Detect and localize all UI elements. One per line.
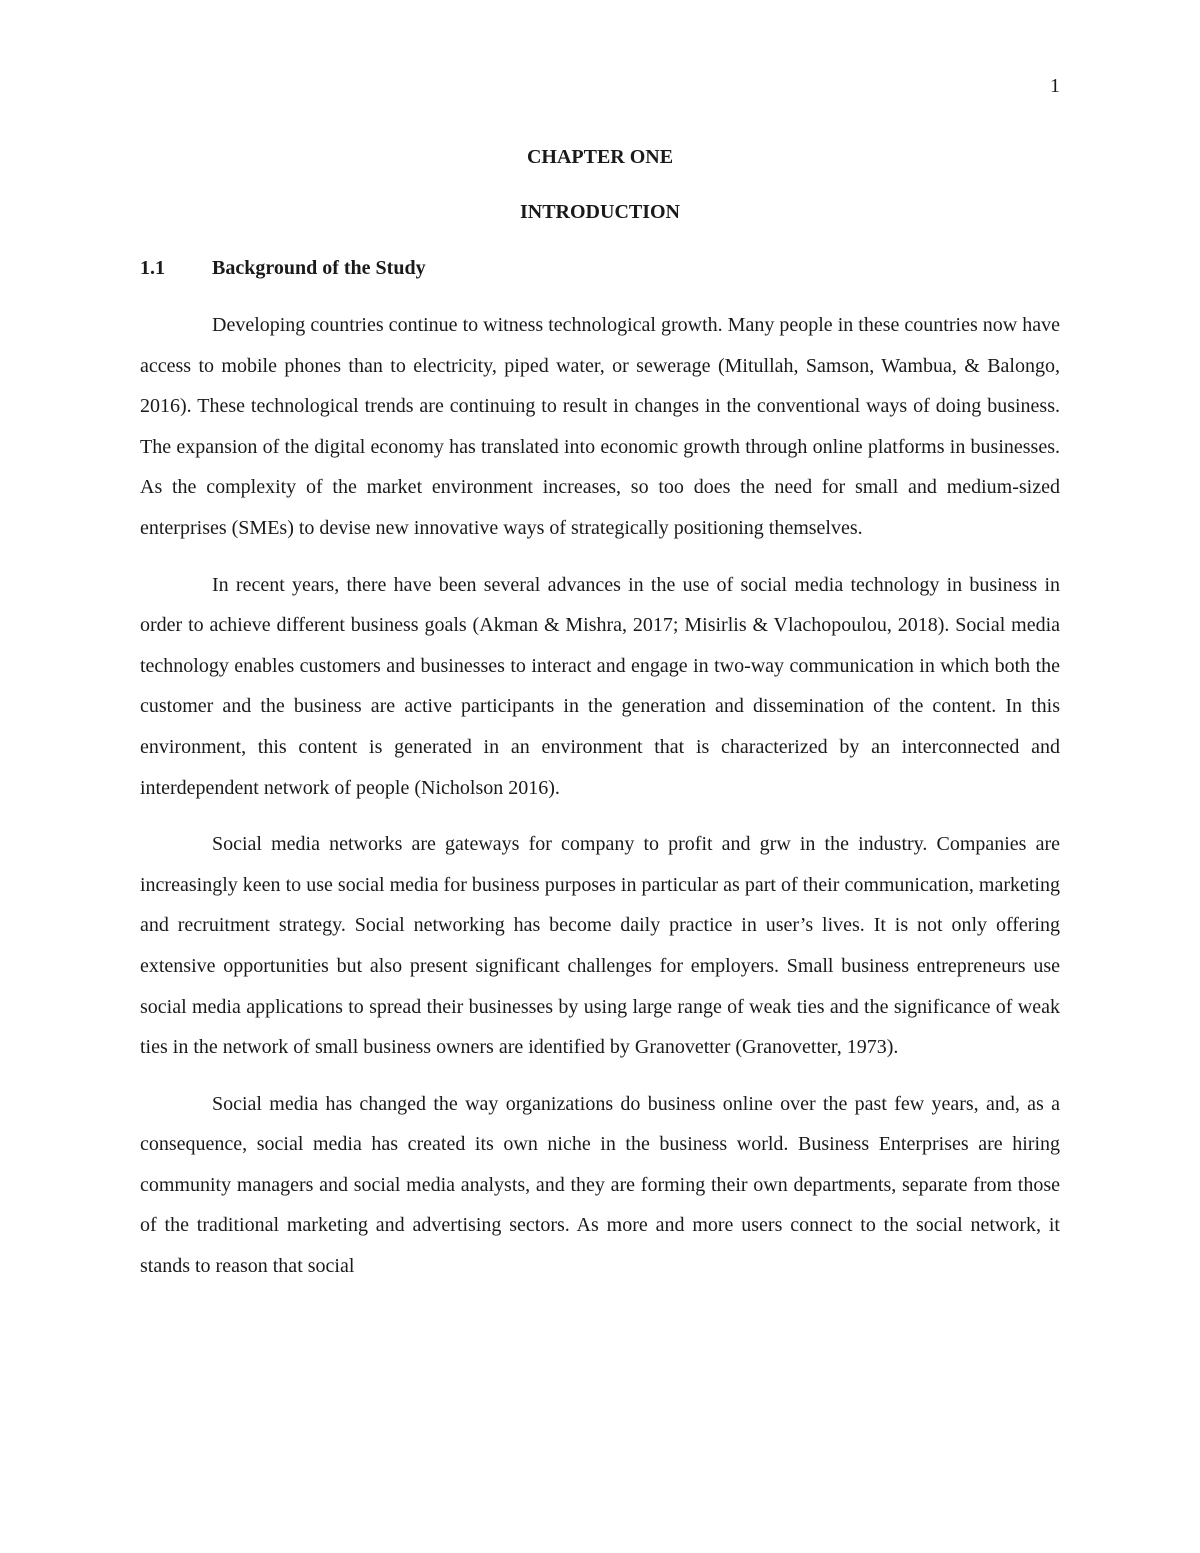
paragraph: In recent years, there have been several advances in the use of social media technology in business in order to achieve different business goals (Akman & Mishra, 2017; Misirlis & Vlachopoulou, 2018). Social media technology enables customers and businesses to interact and engage in two-way communication in which both the customer and the business are active participants in the generation and dissemination of the content. In this environment, this content is generated in an environment that is characterized by an interconnected and interdependent network of people (Nicholson 2016). — [140, 573, 1060, 799]
paragraph: Social media networks are gateways for company to profit and grw in the industry. Companies are increasingly keen to use social media for business purposes in particular as part of their communication, marketing and recruitment strategy. Social networking has become daily practice in user’s lives. It is not only offering extensive opportunities but also present significant challenges for employers. Small business entrepreneurs use social media applications to spread their businesses by using large range of weak ties and the significance of weak ties in the network of small business owners are identified by Granovetter (Granovetter, 1973). — [140, 833, 1060, 1059]
paragraph: Social media has changed the way organizations do business online over the past few years, and, as a consequence, social media has created its own niche in the business world. Business Enterprises are hiring community managers and social media analysts, and they are forming their own departments, separate from those of the traditional marketing and advertising sectors. As more and more users connect to the social network, it stands to reason that social — [140, 1092, 1060, 1278]
section-heading: INTRODUCTION — [519, 201, 681, 223]
subsection-heading — [140, 257, 426, 279]
subsection-number: 1.1 — [140, 257, 165, 279]
paragraph: Developing countries continue to witness technological growth. Many people in these countries now have access to mobile phones than to electricity, piped water, or sewerage (Mitullah, Samson, Wambua, & Balongo, 2016). These technological trends are continuing to result in changes in the conventional ways of doing business. The expansion of the digital economy has translated into economic growth through online platforms in businesses. As the complexity of the market environment increases, so too does the need for small and medium-sized enterprises (SMEs) to devise new innovative ways of strategically positioning themselves. — [140, 314, 1060, 539]
body-text — [140, 305, 1060, 1303]
chapter-title: CHAPTER ONE — [526, 146, 674, 168]
page-number: 1 — [1050, 75, 1060, 97]
subsection-title: Background of the Study — [212, 257, 426, 279]
